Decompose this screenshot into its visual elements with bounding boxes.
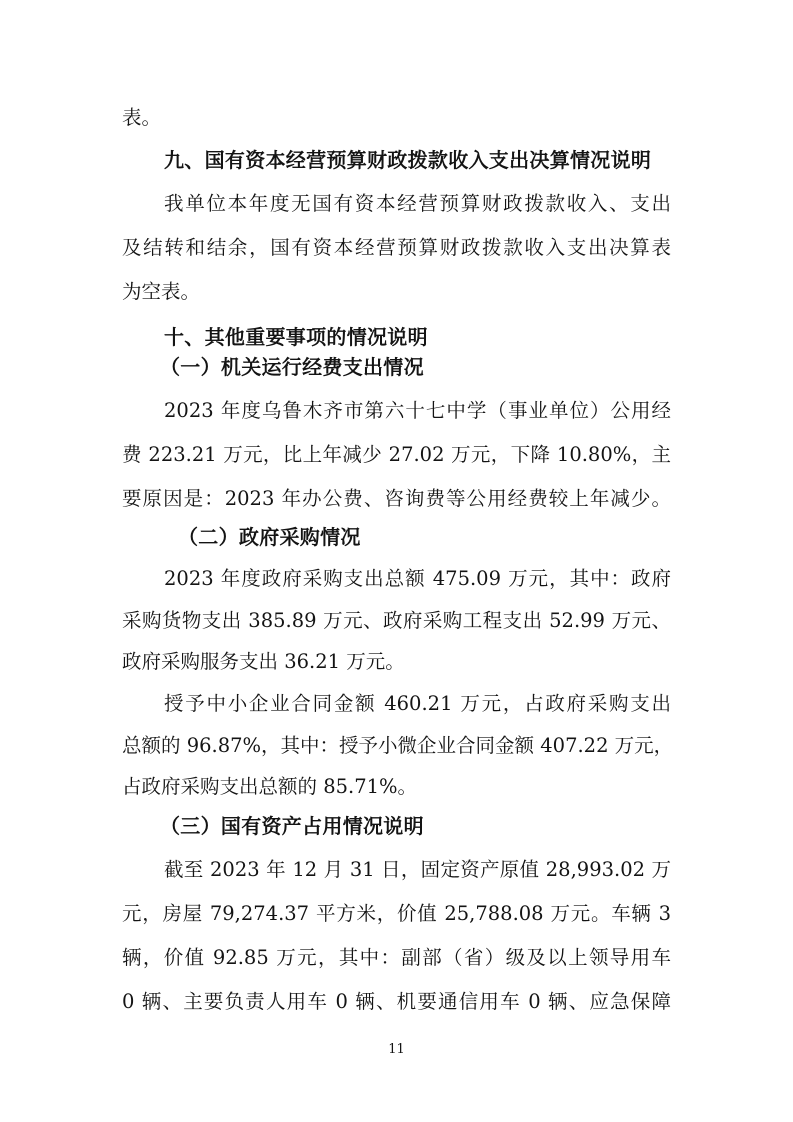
subsection-1-text-line-1: 2023 年度乌鲁木齐市第六十七中学（事业单位）公用经 [164, 399, 671, 422]
subsection-3-text-line-1: 截至 2023 年 12 月 31 日，固定资产原值 28,993.02 万 [164, 858, 671, 881]
subsection-2-para-2-line-1: 授予中小企业合同金额 460.21 万元，占政府采购支出 [164, 692, 671, 715]
paragraph-continuation: 表。 [122, 106, 162, 129]
subsection-2-heading: （二）政府采购情况 [178, 525, 361, 549]
subsection-2-para-1-line-1: 2023 年度政府采购支出总额 475.09 万元，其中：政府 [164, 567, 671, 590]
subsection-2-para-1-line-3: 政府采购服务支出 36.21 万元。 [122, 650, 405, 673]
subsection-2-para-1-line-2: 采购货物支出 385.89 万元、政府采购工程支出 52.99 万元、 [122, 609, 671, 632]
subsection-3-text-line-4: 0 辆、主要负责人用车 0 辆、机要通信用车 0 辆、应急保障 [122, 990, 671, 1013]
subsection-3-heading: （三）国有资产占用情况说明 [160, 814, 424, 838]
section-9-text-line-1: 我单位本年度无国有资本经营预算财政拨款收入、支出 [164, 192, 671, 215]
subsection-3-text-line-2: 元，房屋 79,274.37 平方米，价值 25,788.08 万元。车辆 3 [122, 902, 671, 925]
subsection-2-para-2-line-2: 总额的 96.87%，其中：授予小微企业合同金额 407.22 万元， [122, 734, 674, 757]
subsection-1-text-line-2: 费 223.21 万元，比上年减少 27.02 万元，下降 10.80%，主 [122, 443, 671, 466]
section-9-heading: 九、国有资本经营预算财政拨款收入支出决算情况说明 [164, 148, 652, 172]
subsection-2-para-2-line-3: 占政府采购支出总额的 85.71%。 [122, 775, 418, 798]
subsection-1-heading: （一）机关运行经费支出情况 [160, 355, 424, 379]
section-10-heading: 十、其他重要事项的情况说明 [164, 325, 428, 349]
subsection-3-text-line-3: 辆，价值 92.85 万元，其中：副部（省）级及以上领导用车 [122, 946, 671, 969]
page-number: 11 [388, 1042, 405, 1057]
subsection-1-text-line-3: 要原因是：2023 年办公费、咨询费等公用经费较上年减少。 [122, 487, 671, 510]
section-9-text-line-2: 及结转和结余，国有资本经营预算财政拨款收入支出决算表 [122, 236, 671, 259]
section-9-text-line-3: 为空表。 [122, 280, 201, 303]
